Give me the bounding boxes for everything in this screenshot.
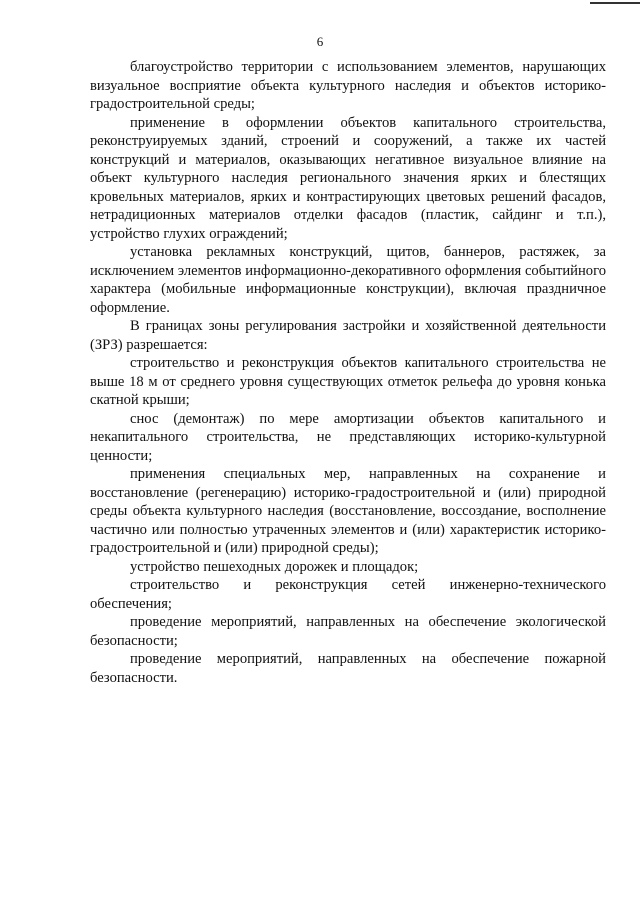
- paragraph-ecological-safety: проведение мероприятий, направленных на обеспечение экологической безопасности;: [90, 614, 606, 649]
- paragraph-construction-height: строительство и реконструкция объектов капитального строительства не выше 18 м от среднего уровня существующих отметок рельефа до уровня конька скатной крыши;: [90, 355, 606, 408]
- paragraph-materials-restriction: применение в оформлении объектов капитального строительства, реконструируемых зданий, строений и сооружений, а также их частей конструкций и материалов, оказывающих негативное визуальное влияние на объект культурного наследия регионального значения ярких и блестящих кровельных материалов, ярких и контрастирующих цветовых решений фасадов, нетрадиционных материалов отделки фасадов (пластик, сайдинг и т.п.), устройство глухих ограждений;: [90, 114, 606, 242]
- paragraph-zrz-heading: В границах зоны регулирования застройки и хозяйственной деятельности (ЗРЗ) разрешается:: [90, 318, 606, 353]
- paragraph-pedestrian-paths: устройство пешеходных дорожек и площадок;: [130, 558, 419, 575]
- paragraph-special-measures: применения специальных мер, направленных на сохранение и восстановление (регенерацию) историко-градостроительной и (или) природной среды объекта культурного наследия (восстановление, воссоздание, восполнение частично или полностью утраченных элементов и (или) характеристик историко-градостроительной и (или) природной среды);: [90, 466, 606, 556]
- document-body: [90, 58, 606, 687]
- paragraph-demolition: снос (демонтаж) по мере амортизации объектов капитального и некапитального строительства, не представляющих историко-культурной ценности;: [90, 410, 606, 464]
- paragraph-landscaping-restriction: благоустройство территории с использованием элементов, нарушающих визуальное восприятие объекта культурного наследия и объектов историко-градостроительной среды;: [90, 59, 606, 112]
- paragraph-engineering-networks: строительство и реконструкция сетей инженерно-технического обеспечения;: [90, 577, 606, 612]
- scan-edge-mark: [590, 2, 640, 4]
- page-number: 6: [316, 34, 324, 49]
- paragraph-advertising-restriction: установка рекламных конструкций, щитов, баннеров, растяжек, за исключением элементов информационно-декоративного оформления событийного характера (мобильные информационные конструкции), включая праздничное оформление.: [90, 244, 606, 316]
- paragraph-fire-safety: проведение мероприятий, направленных на обеспечение пожарной безопасности.: [90, 651, 606, 686]
